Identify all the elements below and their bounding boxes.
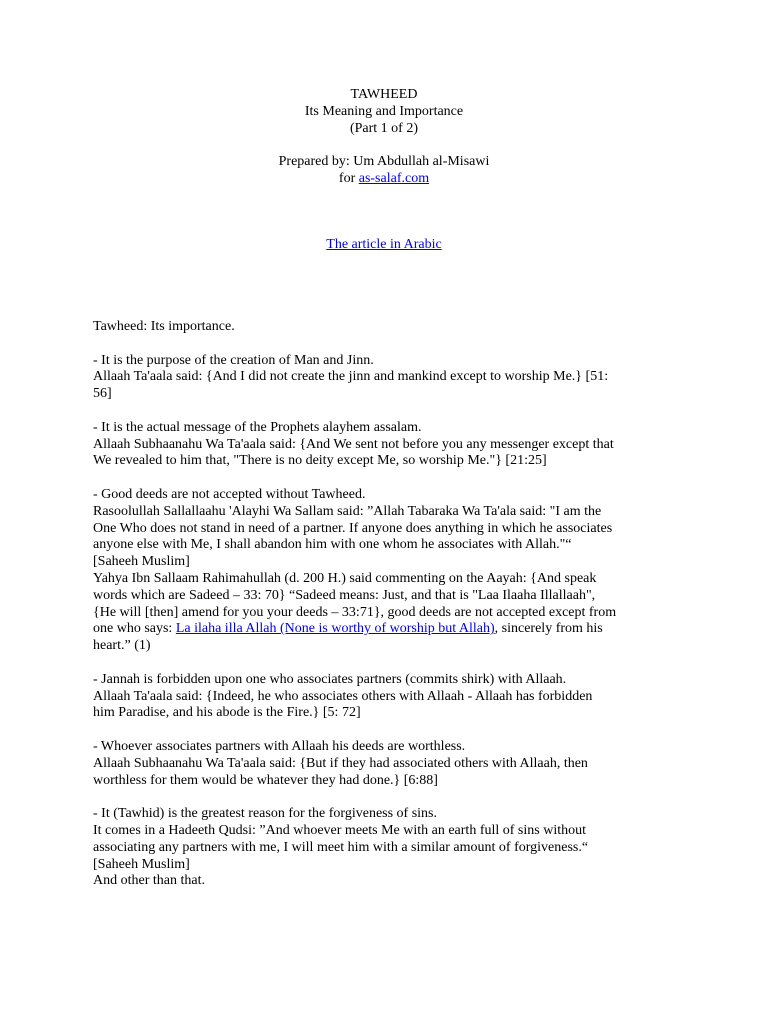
document-header [0,87,768,137]
paragraph-line: - Good deeds are not accepted without Tawheed. [93,486,366,502]
paragraph-line: [Saheeh Muslim] [93,856,190,872]
paragraph-line: heart.” (1) [93,638,151,654]
paragraph-worthless-deeds [93,739,683,789]
paragraph-jannah [93,672,683,722]
paragraph-line: associating any partners with me, I will meet him with a similar amount of forgiveness.“ [93,839,589,855]
document-subtitle: Its Meaning and Importance [304,103,464,119]
paragraph-line: Allaah Subhaanahu Wa Ta'aala said: {And We sent not before you any messenger except that [93,436,614,452]
paragraph-line: It comes in a Hadeeth Qudsi: ”And whoever meets Me with an earth full of sins without [93,822,586,838]
paragraph-line: - Jannah is forbidden upon one who associates partners (commits shirk) with Allaah. [93,671,567,687]
paragraph-line: 56] [93,386,112,402]
paragraph-message [93,420,683,470]
intro-paragraph [93,319,683,336]
paragraph-line: - It is the purpose of the creation of Man and Jinn. [93,352,374,368]
paragraph-line-with-link [93,621,683,638]
paragraph-line: Yahya Ibn Sallaam Rahimahullah (d. 200 H.) said commenting on the Aayah: {And speak [93,570,597,586]
paragraph-line: words which are Sadeed – 33: 70} “Sadeed means: Just, and that is "Laa Ilaaha Illallaah", [93,587,596,603]
paragraph-line: Allaah Ta'aala said: {Indeed, he who associates others with Allaah - Allaah has forbidden [93,688,593,704]
paragraph-line: One Who does not stand in need of a partner. If anyone does anything in which he associates [93,520,613,536]
paragraph-line: {He will [then] amend for you your deeds – 33:71}, good deeds are not accepted except from [93,604,617,620]
shahada-link[interactable]: La ilaha illa Allah (None is worthy of worship but Allah) [175,621,495,637]
paragraph-line: Allaah Ta'aala said: {And I did not create the jinn and mankind except to worship Me.} [51: [93,369,609,385]
paragraph-line: - Whoever associates partners with Allaah his deeds are worthless. [93,738,466,754]
arabic-article-link[interactable]: The article in Arabic [326,237,442,252]
site-link[interactable]: as-salaf.com [358,170,430,186]
paragraph-purpose [93,353,683,403]
paragraph-forgiveness [93,806,683,890]
paragraph-line: worthless for them would be whatever they had done.} [6:88] [93,772,438,788]
paragraph-line: him Paradise, and his abode is the Fire.} [5: 72] [93,705,361,721]
paragraph-line: - It (Tawhid) is the greatest reason for the forgiveness of sins. [93,806,437,822]
paragraph-line: anyone else with Me, I shall abandon him with one whom he associates with Allah."“ [93,537,572,553]
paragraph-line: We revealed to him that, "There is no deity except Me, so worship Me."} [21:25] [93,453,547,469]
link-prefix: one who says: [93,621,176,637]
arabic-link-block [0,237,768,254]
author-block [0,154,768,188]
article-body [93,319,683,907]
paragraph-line: Rasoolullah Sallallaahu 'Alayhi Wa Sallam said: ”Allah Tabaraka Wa Ta'ala said: "I am the [93,503,602,519]
for-prefix: for [338,170,359,186]
paragraph-line: - It is the actual message of the Prophets alayhem assalam. [93,419,422,435]
document-title: TAWHEED [350,87,418,102]
paragraph-good-deeds [93,487,683,655]
intro-text: Tawheed: Its importance. [93,319,235,334]
prepared-by: Prepared by: Um Abdullah al-Misawi [278,154,490,169]
paragraph-line: [Saheeh Muslim] [93,554,190,570]
for-line [0,171,768,188]
link-suffix: , sincerely from his [494,621,603,637]
document-part: (Part 1 of 2) [349,120,419,136]
paragraph-line: Allaah Subhaanahu Wa Ta'aala said: {But if they had associated others with Allaah, then [93,755,588,771]
paragraph-line: And other than that. [93,873,205,889]
